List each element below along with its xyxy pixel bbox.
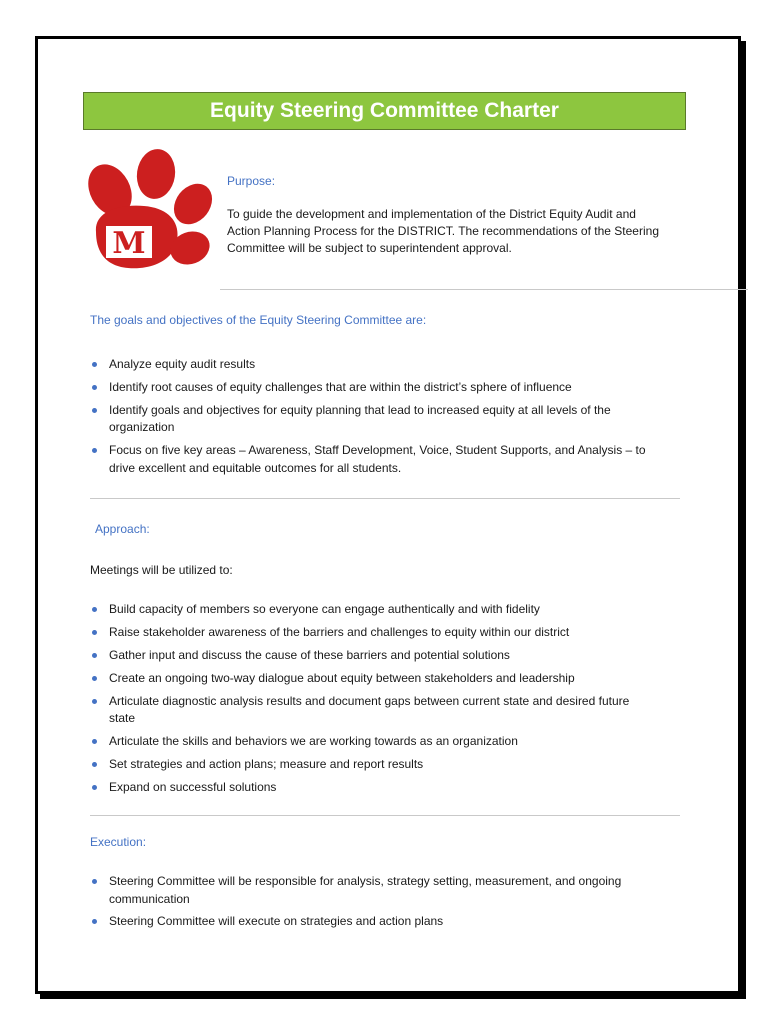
- list-item: Build capacity of members so everyone can engage authentically and with fidelity: [90, 601, 690, 619]
- list-item: Identify root causes of equity challenges that are within the district’s sphere of influence: [90, 379, 690, 397]
- approach-intro: Meetings will be utilized to:: [90, 563, 233, 577]
- bullet-icon: [92, 762, 97, 767]
- page-title: Equity Steering Committee Charter: [210, 99, 559, 122]
- approach-list: [90, 601, 690, 802]
- list-item: Expand on successful solutions: [90, 779, 690, 797]
- divider: [90, 815, 680, 816]
- list-item: Raise stakeholder awareness of the barriers and challenges to equity within our district: [90, 624, 690, 642]
- bullet-icon: [92, 739, 97, 744]
- paw-print-icon: [82, 146, 218, 274]
- list-item: Articulate the skills and behaviors we are working towards as an organization: [90, 733, 690, 751]
- bullet-icon: [92, 785, 97, 790]
- list-item: Analyze equity audit results: [90, 356, 690, 374]
- logo-letter: M: [112, 226, 146, 261]
- list-item: Focus on five key areas – Awareness, Staff Development, Voice, Student Supports, and Analysis – to drive excellent and equitable outcomes for all students.: [90, 442, 690, 477]
- bullet-icon: [92, 653, 97, 658]
- bullet-icon: [92, 408, 97, 413]
- list-item: Articulate diagnostic analysis results and document gaps between current state and desired future state: [90, 693, 690, 728]
- purpose-line: Committee will be subject to superintendent approval.: [227, 241, 512, 255]
- purpose-text: [227, 206, 697, 257]
- divider: [90, 498, 680, 499]
- list-item: Identify goals and objectives for equity planning that lead to increased equity at all levels of the organization: [90, 402, 690, 437]
- bullet-icon: [92, 630, 97, 635]
- purpose-line: Action Planning Process for the DISTRICT. The recommendations of the Steering: [227, 224, 659, 238]
- list-item: Steering Committee will be responsible for analysis, strategy setting, measurement, and ongoing communication: [90, 873, 690, 908]
- title-bar: [83, 92, 686, 130]
- list-item: Steering Committee will execute on strategies and action plans: [90, 913, 690, 931]
- goals-list: [90, 356, 690, 483]
- bullet-icon: [92, 919, 97, 924]
- execution-list: [90, 873, 690, 936]
- approach-heading: Approach:: [95, 522, 150, 536]
- divider: [220, 289, 748, 290]
- list-item: Create an ongoing two-way dialogue about equity between stakeholders and leadership: [90, 670, 690, 688]
- bullet-icon: [92, 879, 97, 884]
- purpose-line: To guide the development and implementation of the District Equity Audit and: [227, 207, 636, 221]
- bullet-icon: [92, 676, 97, 681]
- list-item: Gather input and discuss the cause of these barriers and potential solutions: [90, 647, 690, 665]
- list-item: Set strategies and action plans; measure and report results: [90, 756, 690, 774]
- purpose-heading: Purpose:: [227, 174, 276, 188]
- bullet-icon: [92, 385, 97, 390]
- execution-heading: Execution:: [90, 835, 147, 849]
- bullet-icon: [92, 699, 97, 704]
- goals-heading: The goals and objectives of the Equity Steering Committee are:: [90, 313, 427, 327]
- bullet-icon: [92, 607, 97, 612]
- bullet-icon: [92, 448, 97, 453]
- bullet-icon: [92, 362, 97, 367]
